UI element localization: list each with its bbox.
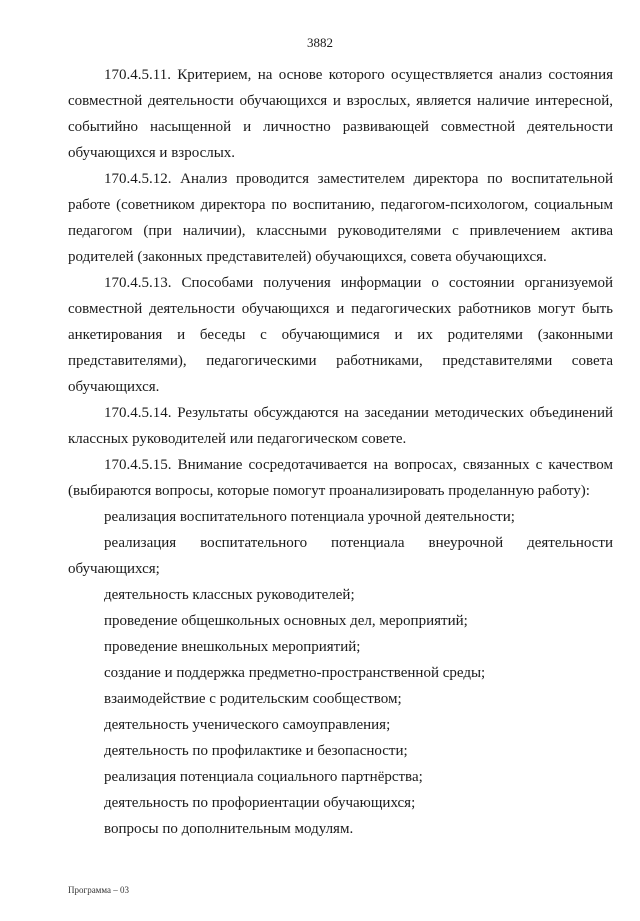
list-item: взаимодействие с родительским сообществом; bbox=[104, 691, 402, 707]
document-body bbox=[68, 62, 613, 842]
paragraph-170-4-5-14: 170.4.5.14. Результаты обсуждаются на заседании методических объединений классных руководителей или педагогическом совете. bbox=[68, 405, 613, 447]
list-item: создание и поддержка предметно-пространственной среды; bbox=[104, 665, 486, 681]
paragraph-170-4-5-11: 170.4.5.11. Критерием, на основе которого осуществляется анализ состояния совместной деятельности обучающихся и взрослых, является наличие интересной, событийно насыщенной и личностно развивающей совместной деятельности обучающихся и взрослых. bbox=[68, 67, 613, 161]
list-item: деятельность по профилактике и безопасности; bbox=[104, 743, 408, 759]
list-item: деятельность классных руководителей; bbox=[104, 587, 355, 603]
list-item: деятельность по профориентации обучающихся; bbox=[104, 795, 416, 811]
list-item: проведение внешкольных мероприятий; bbox=[104, 639, 361, 655]
paragraph-170-4-5-13: 170.4.5.13. Способами получения информации о состоянии организуемой совместной деятельности обучающихся и педагогических работников могут быть анкетирования и беседы с обучающимися и их родителями (законными представителями), педагогическими работниками, представителями совета обучающихся. bbox=[68, 275, 613, 395]
list-item: реализация потенциала социального партнёрства; bbox=[104, 769, 423, 785]
page-number: 3882 bbox=[307, 35, 333, 50]
list-item: деятельность ученического самоуправления; bbox=[104, 717, 391, 733]
list-item: вопросы по дополнительным модулям. bbox=[104, 821, 354, 837]
list-item: реализация воспитательного потенциала внеурочной деятельности обучающихся; bbox=[68, 535, 613, 577]
paragraph-170-4-5-12: 170.4.5.12. Анализ проводится заместителем директора по воспитательной работе (советником директора по воспитанию, педагогом-психологом, социальным педагогом (при наличии), классными руководителями с привлечением актива родителей (законных представителей) обучающихся, совета обучающихся. bbox=[68, 171, 613, 265]
footer-label: Программа – 03 bbox=[68, 885, 130, 895]
list-item: проведение общешкольных основных дел, мероприятий; bbox=[104, 613, 468, 629]
list-item: реализация воспитательного потенциала урочной деятельности; bbox=[104, 509, 515, 525]
paragraph-170-4-5-15: 170.4.5.15. Внимание сосредотачивается на вопросах, связанных с качеством (выбираются вопросы, которые помогут проанализировать проделанную работу): bbox=[68, 457, 613, 499]
